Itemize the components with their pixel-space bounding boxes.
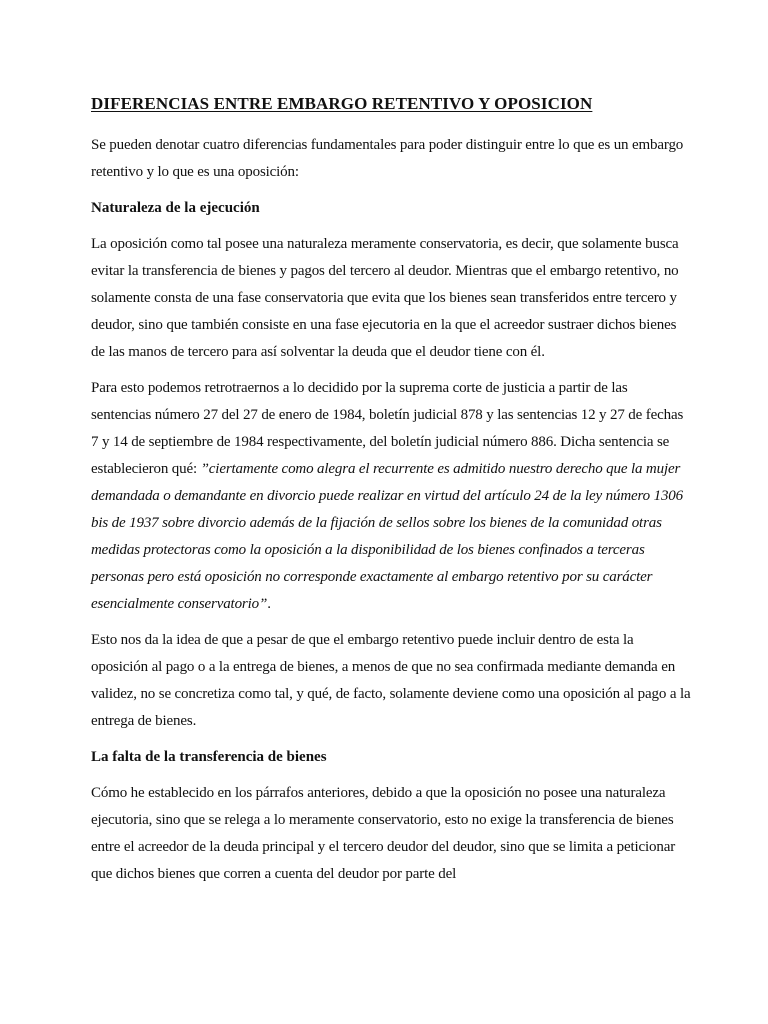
section-heading-transferencia: La falta de la transferencia de bienes	[91, 749, 327, 765]
intro-paragraph: Se pueden denotar cuatro diferencias fundamentales para poder distinguir entre lo que es un embargo retentivo y lo que es una oposición:	[91, 137, 684, 180]
section-heading-naturaleza: Naturaleza de la ejecución	[91, 200, 260, 216]
court-quote: ”ciertamente como alegra el recurrente es admitido nuestro derecho que la mujer demandada o demandante en divorcio puede realizar en virtud del artículo 24 de la ley número 1306 bis de 1937 sobre divorcio además de la fijación de sellos sobre los bienes de la comunidad otras medidas protectoras como la oposición a la disponibilidad de los bienes confinados a terceras personas pero está oposición no corresponde exactamente al embargo retentivo por su carácter esencialmente conservatorio”	[91, 461, 683, 612]
quote-end-period: .	[267, 596, 271, 612]
document-title: DIFERENCIAS ENTRE EMBARGO RETENTIVO Y OPOSICION	[91, 94, 593, 113]
transferencia-paragraph-1: Cómo he establecido en los párrafos anteriores, debido a que la oposición no posee una naturaleza ejecutoria, sino que se relega a lo meramente conservatorio, esto no exige la transferencia de bienes entre el acreedor de la deuda principal y el tercero deudor del deudor, sino que se limita a peticionar que dichos bienes que corren a cuenta del deudor por parte del	[91, 785, 676, 882]
document-body	[91, 92, 691, 897]
naturaleza-paragraph-1: La oposición como tal posee una naturaleza meramente conservatoria, es decir, que solamente busca evitar la transferencia de bienes y pagos del tercero al deudor. Mientras que el embargo retentivo, no solamente consta de una fase conservatoria que evita que los bienes sean transferidos entre tercero y deudor, sino que también consiste en una fase ejecutoria en la que el acreedor sustraer dichos bienes de las manos de tercero para así solventar la deuda que el deudor tiene con él.	[91, 236, 679, 360]
naturaleza-paragraph-2	[91, 375, 691, 618]
sentencias-text: Para esto podemos retrotraernos a lo decidido por la suprema corte de justicia a partir de las sentencias número 27 del 27 de enero de 1984, boletín judicial 878 y las sentencias 12 y 27 de fechas 7 y 14 de septiembre de 1984 respectivamente, del boletín judicial número 886. Dicha sentencia se establecieron qué:	[91, 380, 684, 477]
naturaleza-paragraph-3: Esto nos da la idea de que a pesar de que el embargo retentivo puede incluir dentro de esta la oposición al pago o a la entrega de bienes, a menos de que no sea confirmada mediante demanda en validez, no se concretiza como tal, y qué, de facto, solamente deviene como una oposición al pago a la entrega de bienes.	[91, 632, 691, 729]
